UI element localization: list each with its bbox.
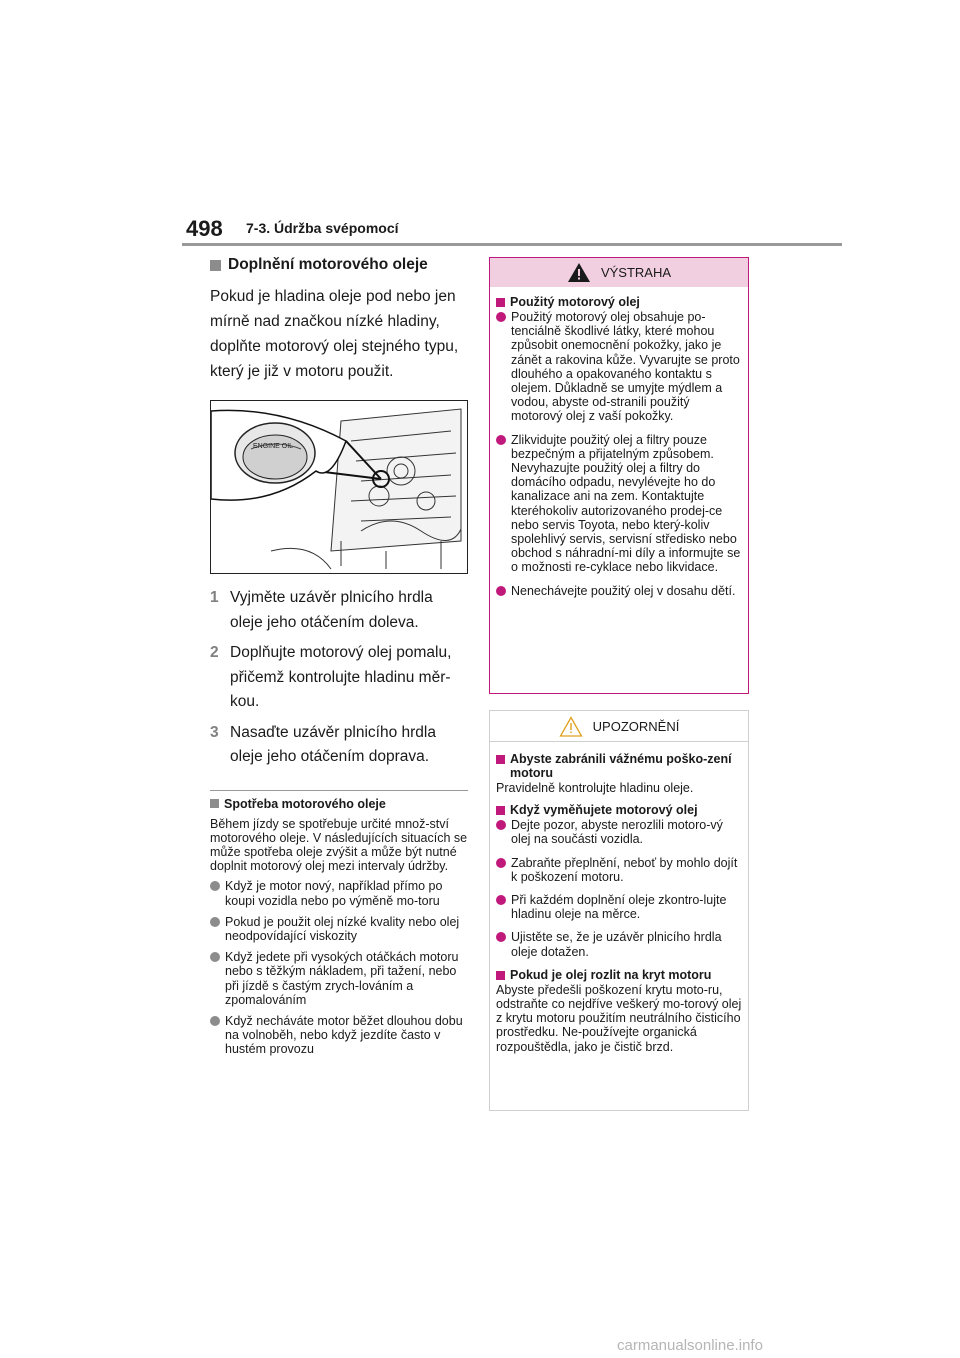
engine-oil-cap-label: ENGINE OIL — [253, 443, 294, 450]
square-bullet-icon — [496, 971, 505, 980]
oil-change-heading: Když vyměňujete motorový olej — [496, 803, 744, 817]
list-item: Když jedete při vysokých otáčkách motoru nebo s těžkým nákladem, při tažení, nebo při jízdě s častým zrych-lováním a zpomalováním — [210, 950, 468, 1007]
list-item: Nenechávejte použitý olej v dosahu dětí. — [496, 584, 744, 598]
caution-header — [490, 711, 748, 742]
list-item: Při každém doplnění oleje zkontro-lujte hladinu oleje na měrce. — [496, 893, 744, 921]
caution-title: UPOZORNĚNÍ — [592, 718, 680, 734]
oil-refill-intro: Pokud je hladina oleje pod nebo jen mírně nad značkou nízké hladiny, doplňte motorový olej stejného typu, který je již v motoru použit. — [210, 288, 459, 380]
page-number: 498 — [186, 216, 223, 241]
list-item: Použitý motorový olej obsahuje po-tenciálně škodlivé látky, které mohou způsobit onemocnění pokožky, jako je zánět a rakovina kůže. Vyvarujte se proto dlouhého a opakovaného kontaktu s olejem. Důkladně se umyjte mýdlem a vodou, abyste od-stranili použitý motorový olej z vaší pokožky. — [496, 310, 744, 424]
bullet-dot-icon — [210, 952, 220, 962]
bullet-dot-icon — [496, 858, 506, 868]
warning-triangle-icon — [567, 262, 591, 283]
oil-refill-heading: Doplnění motorového oleje — [210, 256, 468, 274]
refill-steps — [210, 586, 468, 770]
square-bullet-icon — [496, 806, 505, 815]
bullet-dot-icon — [210, 917, 220, 927]
bullet-dot-icon — [496, 932, 506, 942]
step-1: 1 Vyjměte uzávěr plnicího hrdla oleje jeho otáčením doleva. — [210, 589, 433, 631]
warning-box — [489, 257, 749, 694]
caution-triangle-icon — [559, 716, 583, 737]
engine-damage-text: Pravidelně kontrolujte hladinu oleje. — [496, 781, 694, 795]
square-bullet-icon — [496, 755, 505, 764]
consumption-section — [210, 790, 468, 1057]
consumption-text: Během jízdy se spotřebuje určité množ-ství motorového oleje. V následujících situacích se může spotřeba oleje zvýšit a může být nutné doplnit motorový olej mezi intervaly údržby. — [210, 816, 468, 874]
list-item: Zlikvidujte použitý olej a filtry pouze bezpečným a přijatelným způsobem. Nevyhazujte použitý olej a filtry do domácího odpadu, nevylévejte ho do kanalizace ani na zem. Kontaktujte kteréhokoliv autorizovaného prodej-ce nebo servis Toyota, nebo který-koliv spolehlivý servis, servisní středisko nebo obchod s náhradní-mi díly a informujte se o možnosti re-cyklace nebo likvidace. — [496, 433, 744, 575]
left-column — [210, 256, 468, 1064]
spilled-oil-text: Abyste předešli poškození krytu moto-ru, odstraňte co nejdříve veškerý mo-torový olej z krytu motoru použitím neutrálního čisticího prostředku. Ne-používejte organická rozpouštědla, jako je čistič brzd. — [496, 982, 742, 1054]
caution-box — [489, 710, 749, 1111]
list-item: Dejte pozor, abyste nerozlili motoro-vý olej na součásti vozidla. — [496, 818, 744, 846]
bullet-dot-icon — [210, 1016, 220, 1026]
step-3: 3 Nasaďte uzávěr plnicího hrdla oleje jeho otáčením doprava. — [210, 723, 436, 765]
list-item: Když je motor nový, například přímo po koupi vozidla nebo po výměně mo-toru — [210, 879, 468, 907]
bullet-dot-icon — [496, 586, 506, 596]
spilled-oil-heading: Pokud je olej rozlit na kryt motoru — [496, 968, 744, 982]
list-item: Zabraňte přeplnění, neboť by mohlo dojít k poškození motoru. — [496, 856, 744, 884]
list-item: Ujistěte se, že je uzávěr plnicího hrdla oleje dotažen. — [496, 930, 744, 958]
square-bullet-icon — [496, 298, 505, 307]
list-item: Pokud je použit olej nízké kvality nebo olej neodpovídající viskozity — [210, 915, 468, 943]
used-oil-heading: Použitý motorový olej — [496, 295, 744, 309]
step-2: 2 Doplňujte motorový olej pomalu, přičemž kontrolujte hladinu měr-kou. — [210, 644, 452, 710]
bullet-dot-icon — [210, 881, 220, 891]
section-title: 7-3. Údržba svépomocí — [246, 220, 399, 236]
header-rule — [182, 243, 842, 246]
square-bullet-icon — [210, 799, 219, 808]
list-item: Když necháváte motor běžet dlouhou dobu na volnoběh, nebo když jezdíte často v hustém provozu — [210, 1014, 468, 1057]
bullet-dot-icon — [496, 820, 506, 830]
warning-title: VÝSTRAHA — [600, 265, 672, 280]
engine-bay-drawing — [211, 401, 467, 573]
bullet-dot-icon — [496, 435, 506, 445]
engine-damage-heading: Abyste zabránili vážnému poško-zení motoru — [496, 752, 744, 780]
engine-oil-cap-illustration — [210, 400, 468, 574]
consumption-heading: Spotřeba motorového oleje — [210, 797, 468, 811]
square-bullet-icon — [210, 260, 221, 271]
watermark: carmanualsonline.info — [617, 1337, 763, 1354]
warning-header — [490, 258, 748, 287]
bullet-dot-icon — [496, 895, 506, 905]
bullet-dot-icon — [496, 312, 506, 322]
